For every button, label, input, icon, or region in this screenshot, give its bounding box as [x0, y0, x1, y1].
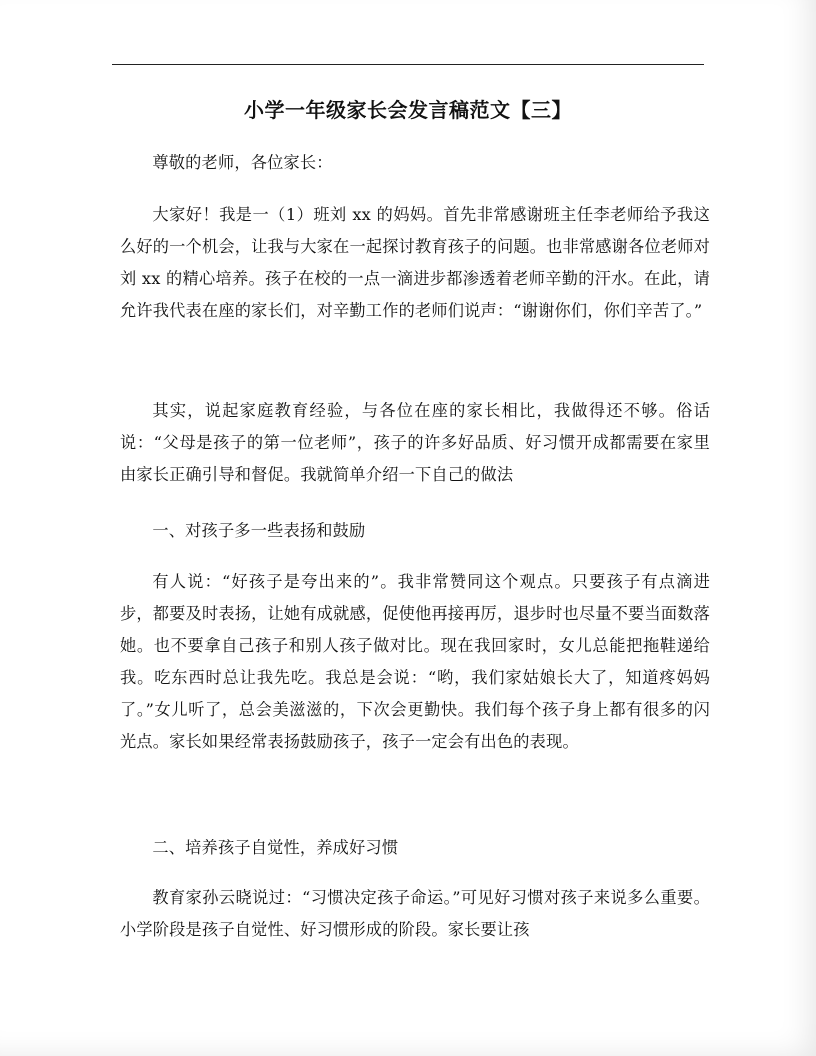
document-title: 小学一年级家长会发言稿范文【三】 — [244, 98, 572, 122]
paragraph-1: 大家好！我是一（1）班刘 xx 的妈妈。首先非常感谢班主任李老师给予我这么好的一个机会，让我与大家在一起探讨教育孩子的问题。也非常感谢各位老师对刘 xx 的精心培养。孩子在校的一点一滴进步都渗透着老师辛勤的汗水。在此，请允许我代表在座的家长们，对辛勤工作的老师们说声：“谢谢你们，你们辛苦了。” — [120, 205, 710, 320]
paragraph-3: 有人说：“好孩子是夸出来的”。我非常赞同这个观点。只要孩子有点滴进步，都要及时表扬，让她有成就感，促使他再接再厉，退步时也尽量不要当面数落她。也不要拿自己孩子和别人孩子做对比。现在我回家时，女儿总能把拖鞋递给我。吃东西时总让我先吃。我总是会说：“哟，我们家姑娘长大了，知道疼妈妈了。”女儿听了，总会美滋滋的，下次会更勤快。我们每个孩子身上都有很多的闪光点。家长如果经常表扬鼓励孩子，孩子一定会有出色的表现。 — [120, 572, 710, 751]
header-rule — [112, 64, 704, 65]
paragraph-2: 其实，说起家庭教育经验，与各位在座的家长相比，我做得还不够。俗话说：“父母是孩子的第一位老师”，孩子的许多好品质、好习惯开成都需要在家里由家长正确引导和督促。我就简单介绍一下自己的做法 — [120, 401, 710, 484]
section-heading-1: 一、对孩子多一些表扬和鼓励 — [152, 521, 366, 540]
salutation: 尊敬的老师，各位家长： — [152, 153, 333, 172]
section-heading-2: 二、培养孩子自觉性，养成好习惯 — [152, 838, 399, 857]
paragraph-4: 教育家孙云晓说过：“习惯决定孩子命运。”可见好习惯对孩子来说多么重要。小学阶段是孩子自觉性、好习惯形成的阶段。家长要让孩 — [120, 888, 710, 939]
